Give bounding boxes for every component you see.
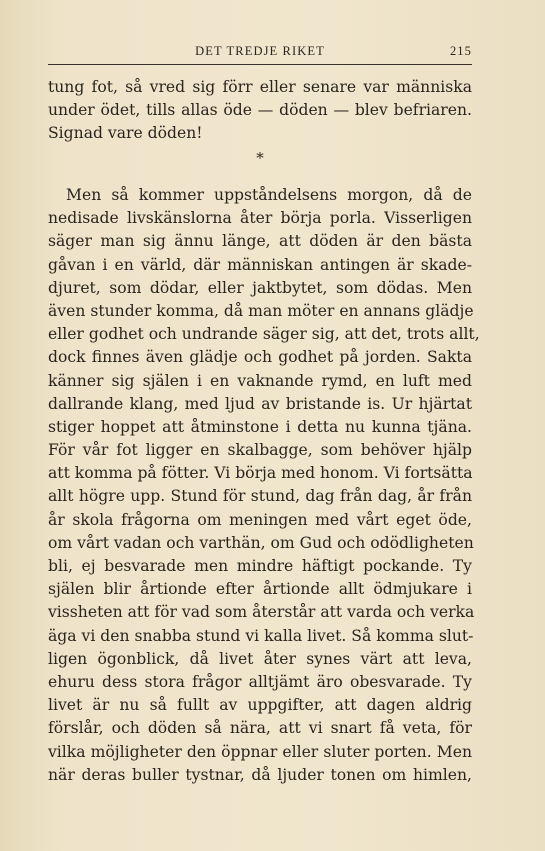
paragraph-continued bbox=[48, 76, 472, 146]
text-line: även stunder komma, då man möter en annans glädje bbox=[48, 301, 474, 320]
text-line: livet är nu så fullt av uppgifter, att dagen aldrig bbox=[48, 696, 472, 715]
paragraph-main bbox=[48, 184, 480, 787]
text-line: ehuru dess stora frågor alltjämt äro obesvarade. Ty bbox=[48, 672, 472, 691]
text-line: eller godhet och undrande säger sig, att det, trots allt, bbox=[48, 325, 480, 344]
text-line: dallrande klang, med ljud av bristande is. Ur hjärtat bbox=[48, 394, 472, 413]
text-line: äga vi den snabba stund vi kalla livet. Så komma slut- bbox=[48, 626, 474, 645]
text-line: när deras buller tystnar, då ljuder tonen om himlen, bbox=[48, 765, 472, 784]
text-line: förslår, och döden så nära, att vi snart få veta, för bbox=[48, 719, 472, 738]
page-number: 215 bbox=[449, 44, 472, 58]
text-line: nedisade livskänslorna åter börja porla. Visserligen bbox=[48, 209, 472, 228]
text-line: att komma på fötter. Vi börja med honom. Vi fortsätta bbox=[48, 464, 473, 483]
header-rule bbox=[48, 64, 472, 65]
text-line: om vårt vadan och varthän, om Gud och odödligheten bbox=[48, 533, 474, 552]
text-line: allt högre upp. Stund för stund, dag från dag, år från bbox=[48, 487, 472, 506]
text-line: För vår fot ligger en skalbagge, som behöver hjälp bbox=[48, 441, 472, 460]
text-line: gåvan i en värld, där människan antingen är skade- bbox=[48, 255, 472, 274]
text-line: tung fot, så vred sig förr eller senare var människa bbox=[48, 78, 472, 96]
text-line: Men så kommer uppståndelsens morgon, då de bbox=[66, 186, 472, 204]
text-line: år skola frågorna om meningen med vårt eget öde, bbox=[48, 510, 472, 529]
text-line: under ödet, tills allas öde — döden — blev befriaren. bbox=[48, 101, 472, 120]
text-line: säger man sig ännu länge, att döden är den bästa bbox=[48, 232, 472, 251]
text-line: Signad vare döden! bbox=[48, 124, 203, 143]
text-line: stiger hoppet att åtminstone i detta nu kunna tjäna. bbox=[48, 417, 472, 436]
text-line: vilka möjligheter den öppnar eller sluter porten. Men bbox=[48, 742, 472, 761]
text-line: dock finnes även glädje och godhet på jorden. Sakta bbox=[48, 348, 472, 367]
text-line: djuret, som dödar, eller jaktbytet, som dödas. Men bbox=[48, 278, 472, 297]
text-line: bli, ej besvarade men mindre häftigt pockande. Ty bbox=[48, 557, 472, 575]
text-line: själen blir årtionde efter årtionde allt ödmjukare i bbox=[48, 580, 472, 599]
running-title: DET TREDJE RIKET bbox=[195, 44, 325, 58]
text-line: känner sig själen i en vaknande rymd, en luft med bbox=[48, 371, 472, 390]
running-head bbox=[48, 44, 472, 62]
text-line: vissheten att för vad som återstår att varda och verka bbox=[48, 603, 475, 622]
section-separator: * bbox=[256, 149, 264, 167]
text-line: ligen ögonblick, då livet åter synes värt att leva, bbox=[48, 649, 472, 668]
